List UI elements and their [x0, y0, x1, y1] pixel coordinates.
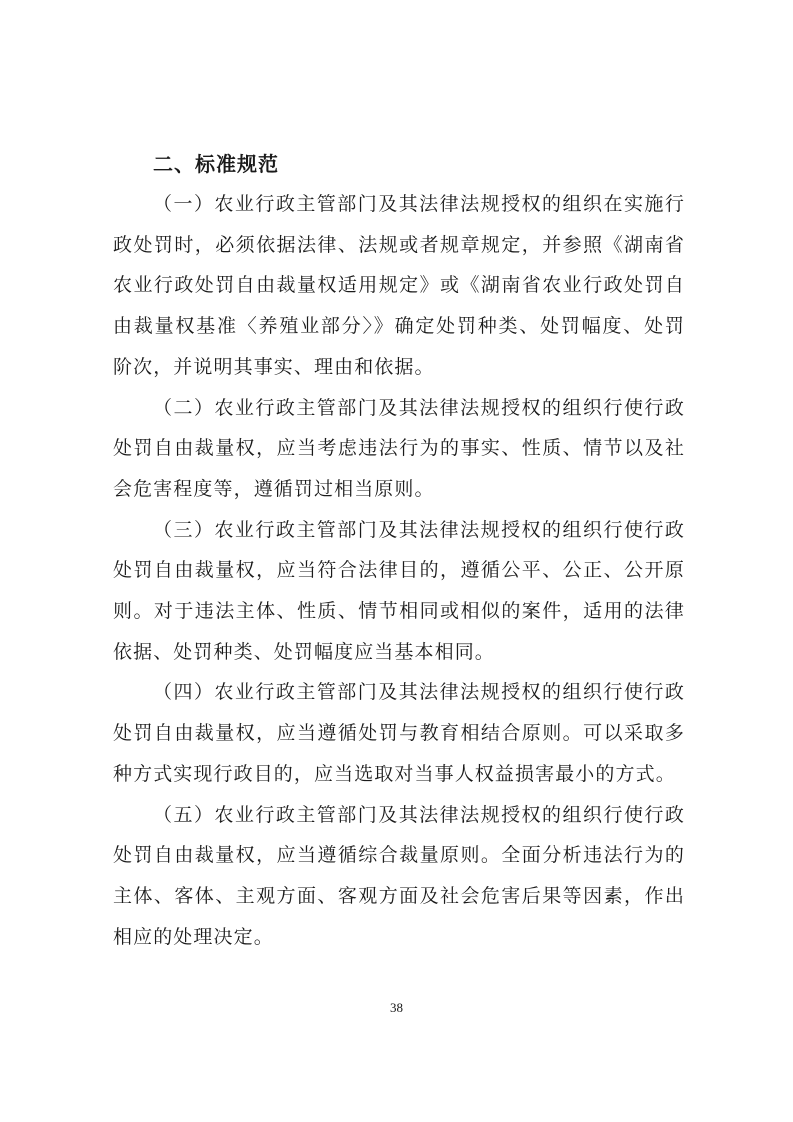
page-number: 38: [390, 1000, 403, 1015]
paragraph-4: （四）农业行政主管部门及其法律法规授权的组织行使行政处罚自由裁量权，应当遵循处罚与教育相结合原则。可以采取多种方式实现行政目的，应当选取对当事人权益损害最小的方式。: [113, 681, 685, 785]
page-content: [113, 144, 685, 957]
paragraph-2: （二）农业行政主管部门及其法律法规授权的组织行使行政处罚自由裁量权，应当考虑违法行为的事实、性质、情节以及社会危害程度等，遵循罚过相当原则。: [113, 396, 685, 500]
paragraph-1: （一）农业行政主管部门及其法律法规授权的组织在实施行政处罚时，必须依据法律、法规或者规章规定，并参照《湖南省农业行政处罚自由裁量权适用规定》或《湖南省农业行政处罚自由裁量权基准〈养殖业部分〉》确定处罚种类、处罚幅度、处罚阶次，并说明其事实、理由和依据。: [113, 193, 685, 378]
section-heading: 二、标准规范: [153, 152, 279, 176]
paragraph-3: （三）农业行政主管部门及其法律法规授权的组织行使行政处罚自由裁量权，应当符合法律目的，遵循公平、公正、公开原则。对于违法主体、性质、情节相同或相似的案件，适用的法律依据、处罚种类、处罚幅度应当基本相同。: [113, 518, 685, 663]
paragraph-5: （五）农业行政主管部门及其法律法规授权的组织行使行政处罚自由裁量权，应当遵循综合裁量原则。全面分析违法行为的主体、客体、主观方面、客观方面及社会危害后果等因素，作出相应的处理决定。: [113, 803, 685, 948]
